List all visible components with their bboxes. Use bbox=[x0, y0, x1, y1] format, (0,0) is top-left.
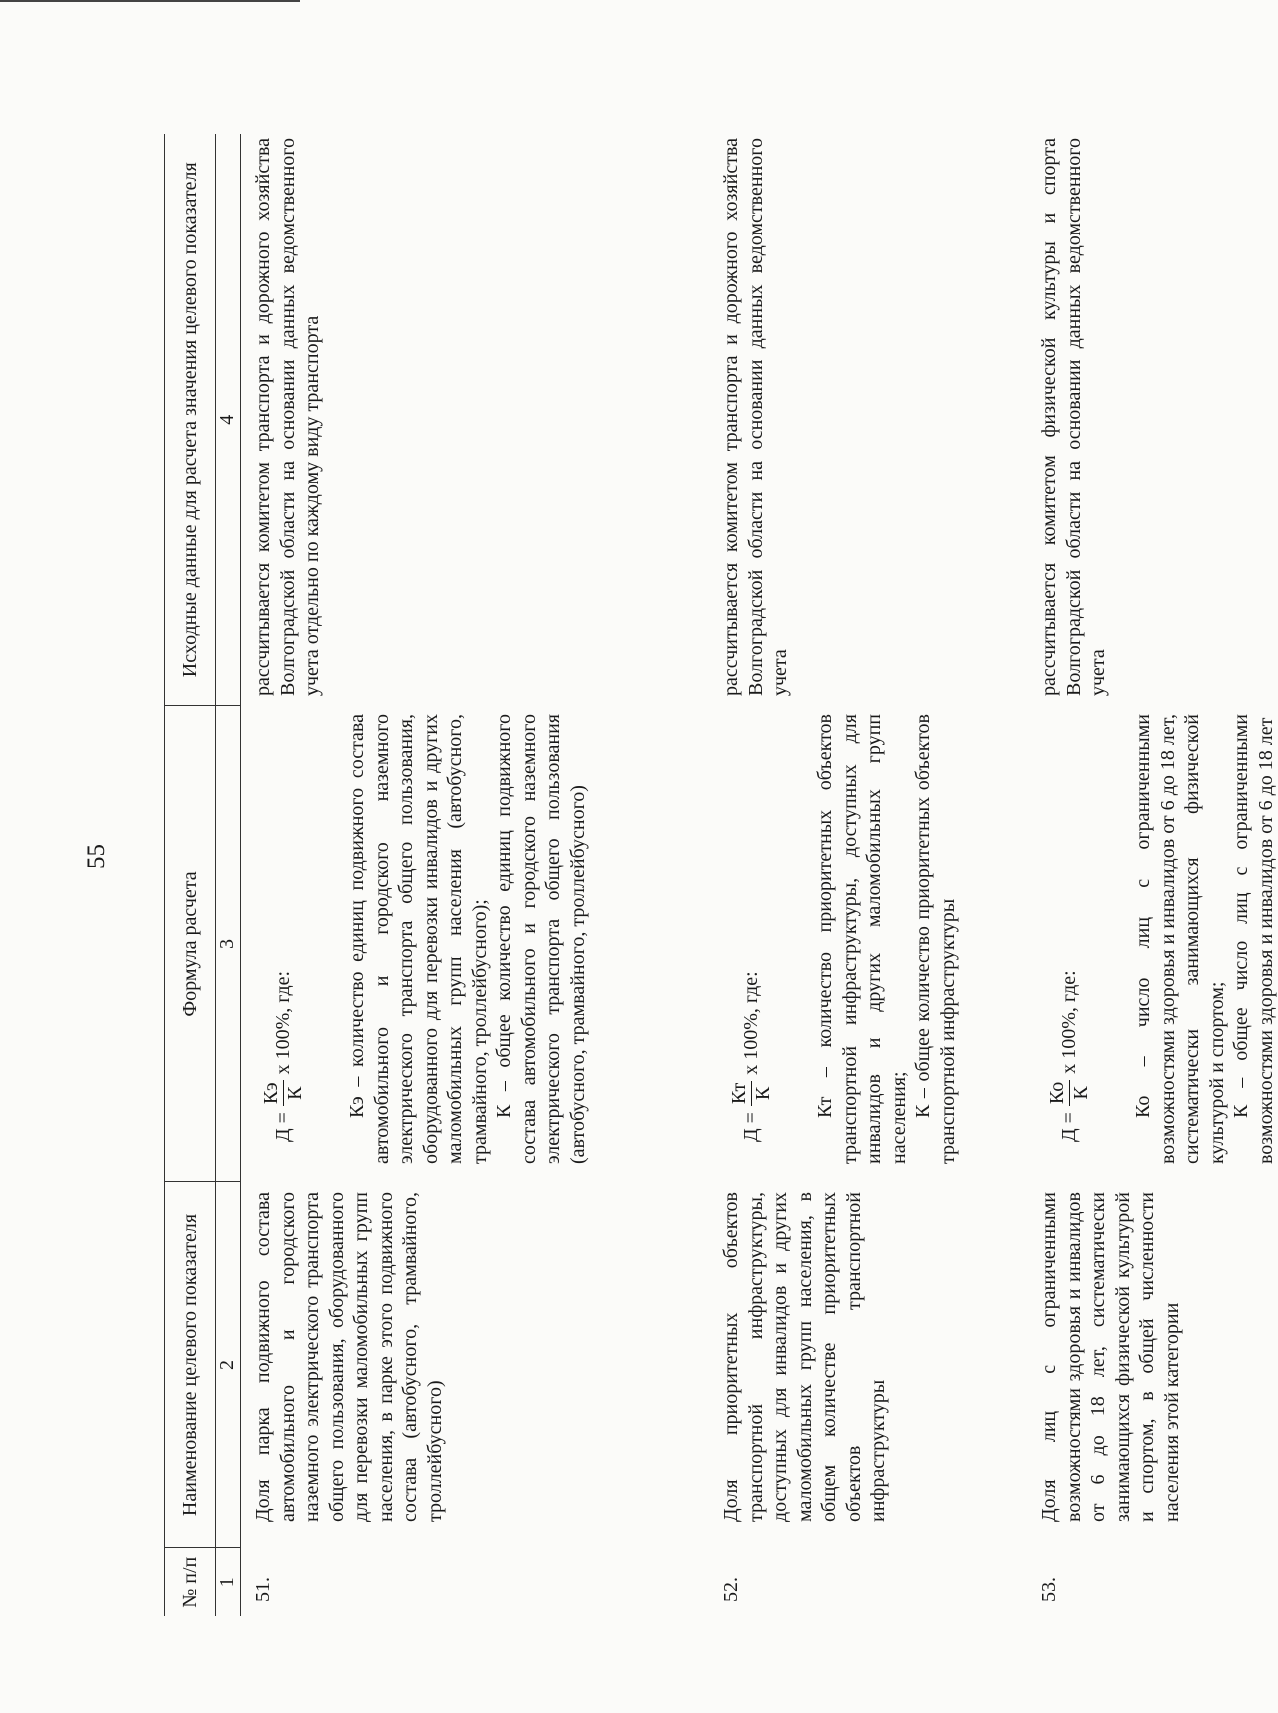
formula-lhs: Д = bbox=[739, 1112, 762, 1142]
formula-lhs: Д = bbox=[1057, 1112, 1080, 1142]
header-number: № п/п bbox=[165, 1548, 216, 1616]
formula-equation bbox=[1037, 714, 1101, 1142]
formula-explanation: К – общее количество единиц подвижного состава автомобильного и городского наземного электрического транспорта общего пользования (автобусного, трамвайного, троллейбусного) bbox=[493, 714, 589, 1164]
formula-denominator: К bbox=[751, 1086, 774, 1101]
indicator-name: Доля лиц с ограниченными возможностями здоровья и инвалидов от 6 до 18 лет, систематически занимающихся физической культурой и спортом, в общей численности населения этой категории bbox=[1038, 1192, 1183, 1522]
formula-explanation: К – общее число лиц с ограниченными возможностями здоровья и инвалидов от 6 до 18 лет bbox=[1230, 714, 1277, 1164]
formula-equation bbox=[719, 714, 783, 1142]
formula-explanation: Ко – число лиц с ограниченными возможностями здоровья и инвалидов от 6 до 18 лет, систематически занимающихся физической культурой и спортом; bbox=[1132, 714, 1228, 1164]
formula-fraction bbox=[728, 1081, 775, 1106]
column-number: 2 bbox=[216, 1182, 241, 1548]
formula-fraction bbox=[1046, 1080, 1093, 1106]
formula-cell bbox=[241, 706, 712, 1182]
source-data: рассчитывается комитетом физической культуры и спорта Волгоградской области на основании данных ведомственного учета bbox=[1038, 138, 1109, 696]
indicator-name: Доля приоритетных объектов транспортной инфраструктуры, доступных для инвалидов и других маломобильных групп населения, в общем количестве приоритетных объектов транспортной инфраструктуры bbox=[720, 1192, 889, 1522]
column-number: 3 bbox=[216, 706, 241, 1182]
column-number-row bbox=[216, 134, 241, 1616]
table-row bbox=[1029, 134, 1278, 1616]
table-row bbox=[241, 134, 712, 1616]
formula-rhs: x 100%, где: bbox=[1057, 970, 1080, 1074]
formula-cell bbox=[711, 706, 1029, 1182]
formula-explanation: Кт – количество приоритетных объектов транспортной инфраструктуры, доступных для инвалидов и других маломобильных групп населения; bbox=[814, 714, 910, 1164]
column-number: 4 bbox=[216, 134, 241, 706]
table-header-row bbox=[165, 134, 216, 1616]
formula-denominator: К bbox=[283, 1086, 306, 1100]
formula-rhs: x 100%, где: bbox=[739, 971, 762, 1075]
source-data: рассчитывается комитетом транспорта и дорожного хозяйства Волгоградской области на основании данных ведомственного учета bbox=[720, 138, 791, 696]
formula-equation bbox=[251, 714, 315, 1142]
formula-lhs: Д = bbox=[271, 1112, 294, 1142]
row-number: 52. bbox=[720, 1577, 742, 1602]
row-number: 51. bbox=[252, 1577, 274, 1602]
formula-rhs: x 100%, где: bbox=[271, 970, 294, 1075]
header-source-data: Исходные данные для расчета значения целевого показателя bbox=[165, 134, 216, 706]
table-row bbox=[711, 134, 1029, 1616]
formula-explanation: Кэ – количество единиц подвижного состава автомобильного и городского наземного электрического транспорта общего пользования, оборудованного для перевозки инвалидов и других маломобильных групп населения (автобусного, трамвайного, троллейбусного); bbox=[346, 714, 491, 1164]
formula-fraction bbox=[260, 1080, 307, 1106]
column-number: 1 bbox=[216, 1548, 241, 1616]
indicator-name: Доля парка подвижного состава автомобильного и городского наземного электрического транспорта общего пользования, оборудованного для перевозки маломобильных групп населения, в парке этого подвижного состава (автобусного, трамвайного, троллейбусного) bbox=[252, 1192, 446, 1522]
formula-numerator: Ко bbox=[1045, 1081, 1068, 1105]
formula-denominator: К bbox=[1069, 1086, 1092, 1100]
page-number: 55 bbox=[83, 844, 110, 869]
header-formula: Формула расчета bbox=[165, 706, 216, 1182]
source-data: рассчитывается комитетом транспорта и дорожного хозяйства Волгоградской области на основании данных ведомственного учета отдельно по каждому виду транспорта bbox=[252, 138, 323, 696]
formula-numerator: Кт bbox=[727, 1082, 750, 1105]
header-indicator-name: Наименование целевого показателя bbox=[165, 1182, 216, 1548]
indicators-table bbox=[164, 134, 1278, 1616]
formula-numerator: Кэ bbox=[259, 1082, 282, 1105]
formula-explanation: К – общее количество приоритетных объектов транспортной инфраструктуры bbox=[912, 714, 959, 1164]
formula-cell bbox=[1029, 706, 1278, 1182]
row-number: 53. bbox=[1038, 1577, 1060, 1602]
